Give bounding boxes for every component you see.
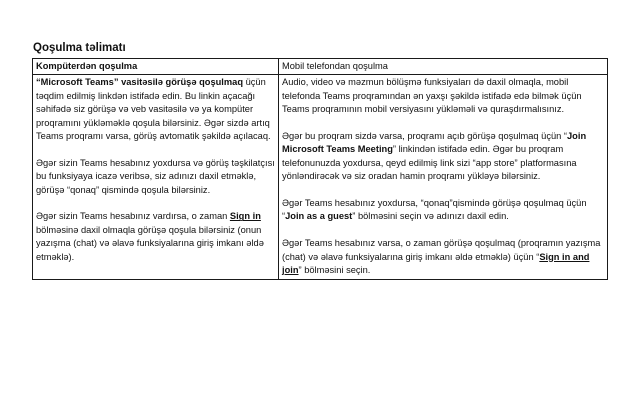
join-meeting-label: Join Microsoft Teams Meeting — [282, 131, 587, 155]
computer-paragraph-1: “Microsoft Teams” vasitəsilə görüşə qoşulmaq üçün təqdim edilmiş linkdən istifadə edin. Bu linkin açacağı səhifədə siz görüşə və veb vasitəsilə və ya kompüter proqramını yükləməklə qoşula bilərsiniz. Əgər sizdə artıq Teams proqramı varsa, görüş avtomatik şəkildə açılacaq. — [36, 77, 271, 142]
column-header-computer: Kompüterdən qoşulma — [33, 59, 279, 75]
table-body-row — [33, 75, 608, 280]
computer-paragraph-3: Əgər sizin Teams hesabınız vardırsa, o zaman Sign in bölməsinə daxil olmaqla görüşə qoşula bilərsiniz (onun yazışma (chat) və əlavə funksiyalarına giriş imkanı əldə etməklə). — [36, 211, 264, 262]
sign-in-and-join-link[interactable]: Sign in and join — [282, 251, 590, 276]
mobile-paragraph-4: Əgər Teams hesabınız varsa, o zaman görüşə qoşulmaq (proqramın yazışma (chat) və əlavə funksiyalarına giriş imkanı əldə etməklə) üçün “Sign in and join” bölməsini seçin. — [282, 238, 601, 276]
mobile-paragraph-2: Əgər bu proqram sizdə varsa, proqramı açıb görüşə qoşulmaq üçün “Join Microsoft Teams Meeting” linkindən istifadə edin. Əgər bu proqram telefonunuzda yoxdursa, qeyd edilmiş link sizi “app store” platformasına yönləndirəcək və siz oradan hamin proqramı yükləyə bilərsiniz. — [282, 131, 587, 182]
mobile-paragraph-1: Audio, video və məzmun bölüşmə funksiyaları də daxil olmaqla, mobil telefonda Teams proqramından ən yaxşı şəkildə istifadə edə bilmək üçün Teams proqramının mobil versiyasını yükləməli və quraşdırmalısınız. — [282, 77, 582, 115]
computer-instructions-cell — [33, 75, 279, 280]
join-as-guest-label: Join as a guest — [285, 211, 353, 222]
mobile-instructions-cell — [279, 75, 608, 280]
sign-in-link[interactable]: Sign in — [229, 211, 261, 222]
page-title: Qoşulma təlimatı — [33, 42, 126, 54]
instructions-table — [32, 58, 608, 280]
mobile-paragraph-3: Əgər Teams hesabınız yoxdursa, “qonaq”qismində görüşə qoşulmaq üçün “Join as a guest” bölməsini seçin və adınızı daxil edin. — [282, 198, 587, 222]
column-header-mobile: Mobil telefondan qoşulma — [279, 59, 608, 75]
table-header-row — [33, 59, 608, 75]
computer-paragraph-2: Əgər sizin Teams hesabınız yoxdursa və görüş təşkilatçısı bu funksiyaya icazə veribsə, siz adınızı daxil etməklə, görüşə “qonaq” qismində qoşula bilərsiniz. — [36, 157, 275, 195]
teams-join-heading: “Microsoft Teams” vasitəsilə görüşə qoşulmaq — [36, 77, 244, 88]
